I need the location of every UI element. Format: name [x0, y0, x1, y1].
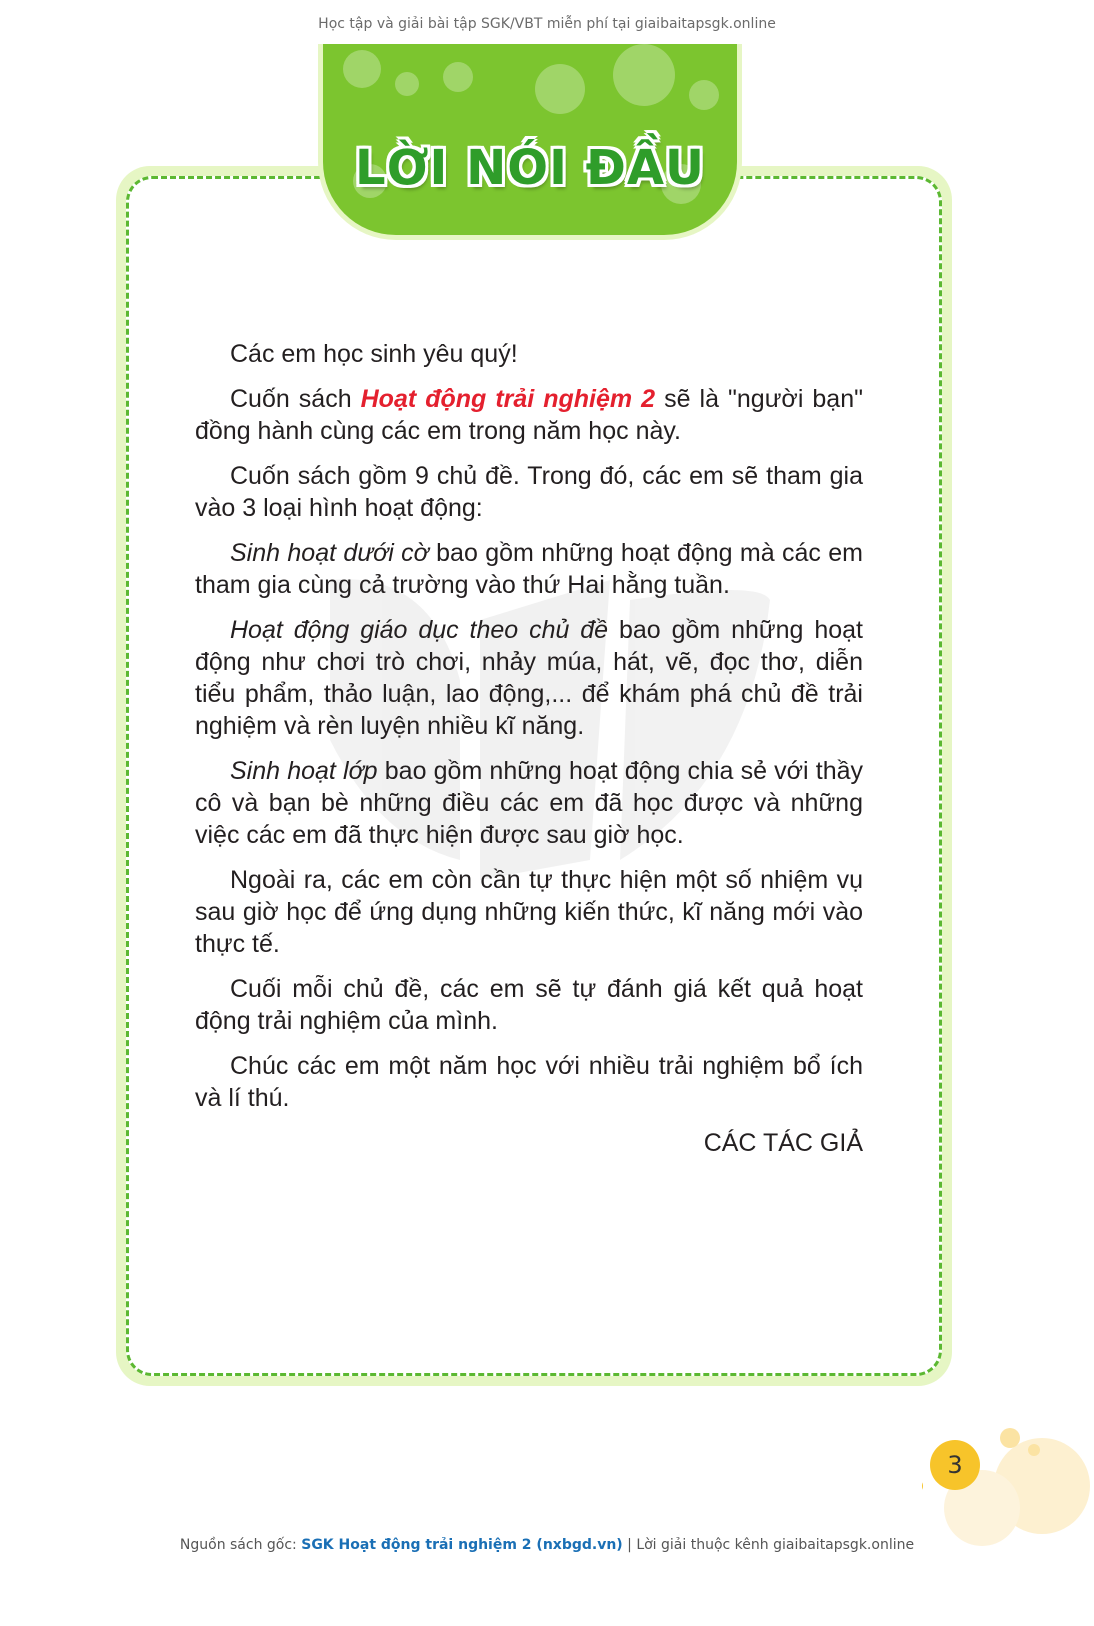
activity-name: Sinh hoạt dưới cờ — [230, 539, 429, 567]
paragraph-topic-activity — [195, 614, 863, 742]
activity-name: Sinh hoạt lớp — [230, 757, 378, 785]
text: bao gồm những hoạt động chia sẻ với thầy cô và bạn bè những điều các em đã học được và những việc các em đã thực hiện được sau giờ học. — [195, 757, 863, 849]
paragraph-structure: Cuốn sách gồm 9 chủ đề. Trong đó, các em sẽ tham gia vào 3 loại hình hoạt động: — [195, 462, 863, 522]
greeting: Các em học sinh yêu quý! — [230, 340, 518, 368]
decor-dot — [613, 44, 675, 106]
page-number: 3 — [930, 1440, 980, 1490]
text: Cuốn sách — [230, 385, 361, 413]
footer-source-link[interactable]: SGK Hoạt động trải nghiệm 2 (nxbgd.vn) — [301, 1537, 623, 1553]
decor-dot — [535, 64, 585, 114]
header-note: Học tập và giải bài tập SGK/VBT miễn phí tại giaibaitapsgk.online — [318, 16, 776, 32]
decor-dot — [689, 80, 719, 110]
activity-name: Hoạt động giáo dục theo chủ đề — [230, 616, 609, 644]
paragraph-homework: Ngoài ra, các em còn cần tự thực hiện một số nhiệm vụ sau giờ học để ứng dụng những kiến thức, kĩ năng mới vào thực tế. — [195, 866, 863, 958]
paragraph-class-activity — [195, 755, 863, 851]
preface-body — [195, 338, 863, 1159]
paragraph-self-assessment: Cuối mỗi chủ đề, các em sẽ tự đánh giá kết quả hoạt động trải nghiệm của mình. — [195, 975, 863, 1035]
paragraph-book-intro — [195, 383, 863, 447]
signature: CÁC TÁC GIẢ — [703, 1129, 863, 1157]
title-tab — [318, 44, 742, 240]
footer-prefix: Nguồn sách gốc: — [179, 1537, 302, 1553]
footer-suffix: | Lời giải thuộc kênh giaibaitapsgk.online — [622, 1537, 915, 1553]
book-title: Hoạt động trải nghiệm 2 — [360, 385, 656, 413]
paragraph-wishes: Chúc các em một năm học với nhiều trải nghiệm bổ ích và lí thú. — [195, 1052, 863, 1112]
paragraph-flag-activity — [195, 537, 863, 601]
text: bao gồm những hoạt động như chơi trò chơi, nhảy múa, hát, vẽ, đọc thơ, diễn tiểu phẩm, thảo luận, lao động,... để khám phá chủ đề trải nghiệm và rèn luyện nhiều kĩ năng. — [195, 616, 863, 740]
page-title: LỜI NÓI ĐẦU — [355, 140, 705, 196]
footer — [0, 1537, 1094, 1553]
decor-dot — [395, 72, 419, 96]
text: sẽ là "người bạn" đồng hành cùng các em trong năm học này. — [195, 385, 863, 445]
decor-dot — [443, 62, 473, 92]
text: bao gồm những hoạt động mà các em tham gia cùng cả trường vào thứ Hai hằng tuần. — [195, 539, 863, 599]
decor-dot — [343, 50, 381, 88]
